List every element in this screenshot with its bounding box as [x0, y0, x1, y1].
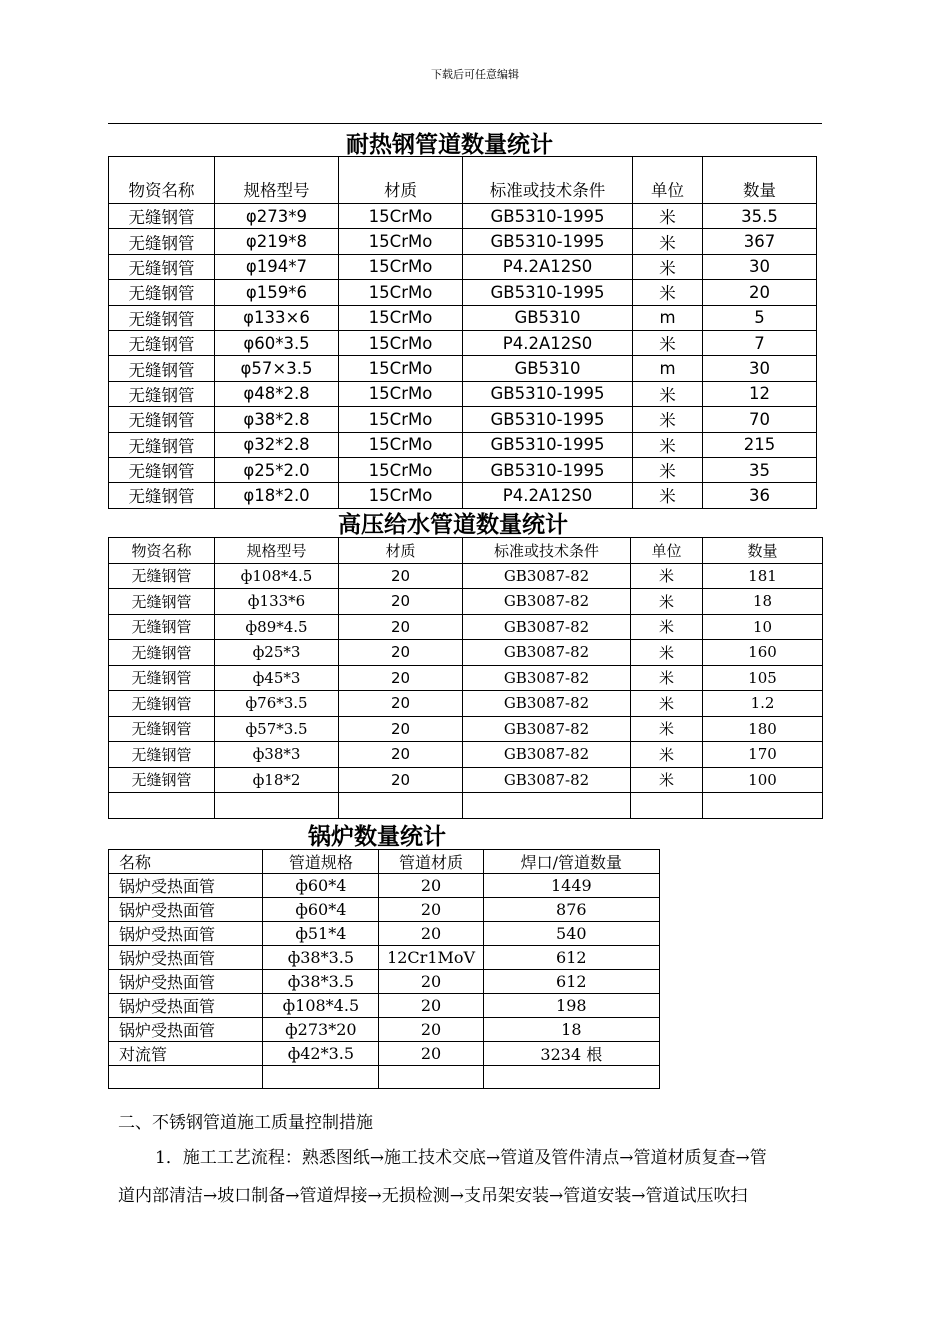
table-cell: 15CrMo — [339, 280, 463, 305]
table-cell: φ273*9 — [215, 204, 339, 229]
table-cell: GB5310-1995 — [463, 381, 633, 406]
table-cell: 20 — [339, 742, 463, 768]
table-cell: ф108*4.5 — [263, 994, 379, 1018]
table-cell: 20 — [379, 898, 483, 922]
table-cell: 米 — [631, 589, 703, 615]
table-cell: φ38*2.8 — [215, 407, 339, 432]
table-cell: GB5310 — [463, 356, 633, 381]
table-cell: 无缝钢管 — [109, 742, 215, 768]
table-cell: 7 — [703, 330, 817, 355]
table-cell: 锅炉受热面管 — [109, 1018, 263, 1042]
table-cell: 10 — [703, 614, 823, 640]
table-cell: 20 — [379, 874, 483, 898]
table-cell: 锅炉受热面管 — [109, 874, 263, 898]
table-row — [109, 305, 817, 330]
table-cell: 612 — [483, 970, 659, 994]
column-header: 材质 — [339, 538, 463, 564]
table-cell: 无缝钢管 — [109, 589, 215, 615]
table-cell: 181 — [703, 563, 823, 589]
table-row — [109, 229, 817, 254]
table-cell: 米 — [633, 254, 703, 279]
column-header: 管道材质 — [379, 850, 483, 874]
table-cell: 105 — [703, 665, 823, 691]
table-cell: GB3087-82 — [463, 691, 631, 717]
table-row — [109, 563, 823, 589]
table-cell: 160 — [703, 640, 823, 666]
table-cell: 215 — [703, 432, 817, 457]
column-header: 规格型号 — [215, 538, 339, 564]
table-cell — [463, 793, 631, 819]
table-cell: GB5310-1995 — [463, 432, 633, 457]
table-cell: 20 — [379, 994, 483, 1018]
table-cell: ф38*3 — [215, 742, 339, 768]
table-cell: 612 — [483, 946, 659, 970]
table-row — [109, 1066, 660, 1089]
table-cell: 米 — [633, 483, 703, 508]
table-row — [109, 767, 823, 793]
table-cell: 无缝钢管 — [109, 483, 215, 508]
table-cell: 20 — [339, 563, 463, 589]
column-header: 物资名称 — [109, 157, 215, 204]
table-row — [109, 432, 817, 457]
table-cell: 15CrMo — [339, 356, 463, 381]
table-cell: 无缝钢管 — [109, 614, 215, 640]
table-cell: ф57*3.5 — [215, 716, 339, 742]
column-header: 标准或技术条件 — [463, 538, 631, 564]
table-cell: 无缝钢管 — [109, 204, 215, 229]
table-cell — [215, 793, 339, 819]
table-row — [109, 742, 823, 768]
table-cell: φ18*2.0 — [215, 483, 339, 508]
heat-resistant-pipe-table — [108, 156, 817, 509]
table-cell: 30 — [703, 356, 817, 381]
table-cell: 876 — [483, 898, 659, 922]
table1-body — [109, 157, 817, 509]
column-header: 焊口/管道数量 — [483, 850, 659, 874]
table-cell: 米 — [633, 204, 703, 229]
table-cell: 35 — [703, 457, 817, 482]
table2-header-row — [109, 538, 823, 564]
table-row — [109, 407, 817, 432]
table-cell: φ60*3.5 — [215, 330, 339, 355]
table-cell: 米 — [631, 640, 703, 666]
header-divider — [108, 123, 822, 124]
table-cell: 20 — [339, 665, 463, 691]
table-cell: 米 — [631, 563, 703, 589]
table-cell: 1.2 — [703, 691, 823, 717]
table-cell: φ159*6 — [215, 280, 339, 305]
table-cell: 无缝钢管 — [109, 254, 215, 279]
table-cell: 无缝钢管 — [109, 229, 215, 254]
table-cell: 无缝钢管 — [109, 691, 215, 717]
table-cell: 无缝钢管 — [109, 640, 215, 666]
table-cell: 20 — [339, 691, 463, 717]
table-cell: φ219*8 — [215, 229, 339, 254]
boiler-table — [108, 849, 660, 1089]
table-cell — [483, 1066, 659, 1089]
table-cell: ф60*4 — [263, 898, 379, 922]
table-cell: m — [633, 305, 703, 330]
column-header: 单位 — [631, 538, 703, 564]
table-cell: GB3087-82 — [463, 665, 631, 691]
table-cell: 15CrMo — [339, 330, 463, 355]
table-cell: 1449 — [483, 874, 659, 898]
table-row — [109, 356, 817, 381]
table-cell: 20 — [339, 767, 463, 793]
table-cell: 15CrMo — [339, 457, 463, 482]
page-header: 下载后可任意编辑 — [431, 68, 519, 81]
column-header: 标准或技术条件 — [463, 157, 633, 204]
table-cell: P4.2A12S0 — [463, 483, 633, 508]
table-cell: ф108*4.5 — [215, 563, 339, 589]
section-heading: 二、不锈钢管道施工质量控制措施 — [118, 1113, 373, 1133]
table-cell: 180 — [703, 716, 823, 742]
column-header: 规格型号 — [215, 157, 339, 204]
table-cell: ф60*4 — [263, 874, 379, 898]
table-cell: GB3087-82 — [463, 742, 631, 768]
table-cell: φ25*2.0 — [215, 457, 339, 482]
table-cell: GB3087-82 — [463, 563, 631, 589]
table-cell: 米 — [633, 407, 703, 432]
table3-body — [109, 850, 660, 1089]
column-header: 数量 — [703, 538, 823, 564]
table-cell: GB5310 — [463, 305, 633, 330]
table-cell: 米 — [631, 742, 703, 768]
table-cell: P4.2A12S0 — [463, 330, 633, 355]
table-row — [109, 716, 823, 742]
table-cell: 米 — [633, 457, 703, 482]
table-row — [109, 946, 660, 970]
high-pressure-water-pipe-table — [108, 537, 823, 819]
table-cell: φ57×3.5 — [215, 356, 339, 381]
table-cell: 15CrMo — [339, 381, 463, 406]
table-row — [109, 970, 660, 994]
table-row — [109, 204, 817, 229]
table-cell: 锅炉受热面管 — [109, 994, 263, 1018]
table-cell: 无缝钢管 — [109, 767, 215, 793]
table-cell: 20 — [379, 970, 483, 994]
table3-title: 锅炉数量统计 — [308, 824, 446, 850]
table-cell: 20 — [339, 614, 463, 640]
table-cell: P4.2A12S0 — [463, 254, 633, 279]
table-cell: 米 — [633, 229, 703, 254]
table-cell: 20 — [339, 640, 463, 666]
table-row — [109, 254, 817, 279]
table-cell: φ194*7 — [215, 254, 339, 279]
table-cell: ф42*3.5 — [263, 1042, 379, 1066]
column-header: 物资名称 — [109, 538, 215, 564]
table-cell — [263, 1066, 379, 1089]
table-cell: 米 — [631, 614, 703, 640]
table-row — [109, 898, 660, 922]
table-cell: 无缝钢管 — [109, 563, 215, 589]
table-cell: 米 — [633, 432, 703, 457]
table-cell: 米 — [631, 665, 703, 691]
table-cell: GB3087-82 — [463, 716, 631, 742]
table-cell: 锅炉受热面管 — [109, 970, 263, 994]
table-cell: 无缝钢管 — [109, 356, 215, 381]
table-cell: 15CrMo — [339, 204, 463, 229]
table-row — [109, 330, 817, 355]
table-row — [109, 691, 823, 717]
table-cell: 20 — [339, 716, 463, 742]
table-cell: ф38*3.5 — [263, 970, 379, 994]
table-cell: 30 — [703, 254, 817, 279]
table-cell: 米 — [633, 280, 703, 305]
table-row — [109, 614, 823, 640]
table-cell: ф273*20 — [263, 1018, 379, 1042]
table-cell: 20 — [703, 280, 817, 305]
table-cell: 12Cr1MoV — [379, 946, 483, 970]
table-cell: 540 — [483, 922, 659, 946]
table-cell: GB3087-82 — [463, 589, 631, 615]
table-row — [109, 280, 817, 305]
table-cell: GB5310-1995 — [463, 407, 633, 432]
table-row — [109, 874, 660, 898]
table-cell: φ133×6 — [215, 305, 339, 330]
table-cell: 无缝钢管 — [109, 305, 215, 330]
table-cell: ф89*4.5 — [215, 614, 339, 640]
table-cell — [109, 1066, 263, 1089]
table-row — [109, 793, 823, 819]
table-row — [109, 483, 817, 508]
table-cell: 15CrMo — [339, 305, 463, 330]
table-row — [109, 994, 660, 1018]
table3-header-row — [109, 850, 660, 874]
section-paragraph-line1: 1．施工工艺流程：熟悉图纸→施工技术交底→管道及管件清点→管道材质复查→管 — [155, 1148, 767, 1168]
table-cell: 锅炉受热面管 — [109, 946, 263, 970]
table-cell: 20 — [379, 1042, 483, 1066]
table-cell: 367 — [703, 229, 817, 254]
table-row — [109, 1018, 660, 1042]
table-cell: ф38*3.5 — [263, 946, 379, 970]
table-cell: m — [633, 356, 703, 381]
table-cell: 15CrMo — [339, 483, 463, 508]
table-cell: 20 — [339, 589, 463, 615]
table-cell: 无缝钢管 — [109, 330, 215, 355]
table2-body — [109, 538, 823, 819]
table-cell: 5 — [703, 305, 817, 330]
table-cell: GB5310-1995 — [463, 457, 633, 482]
table-cell: 15CrMo — [339, 407, 463, 432]
table-cell: 35.5 — [703, 204, 817, 229]
table-cell: 米 — [631, 716, 703, 742]
table1-title: 耐热钢管道数量统计 — [346, 132, 553, 158]
table-cell: ф51*4 — [263, 922, 379, 946]
table-cell: 198 — [483, 994, 659, 1018]
table-cell: 锅炉受热面管 — [109, 922, 263, 946]
table-cell: 无缝钢管 — [109, 665, 215, 691]
table-row — [109, 922, 660, 946]
table-cell: GB3087-82 — [463, 640, 631, 666]
table-cell: GB5310-1995 — [463, 204, 633, 229]
table-cell: GB3087-82 — [463, 614, 631, 640]
table-cell: ф133*6 — [215, 589, 339, 615]
section-paragraph-line2: 道内部清洁→坡口制备→管道焊接→无损检测→支吊架安装→管道安装→管道试压吹扫 — [118, 1186, 748, 1206]
table-cell: 无缝钢管 — [109, 716, 215, 742]
table-cell: 18 — [483, 1018, 659, 1042]
column-header: 材质 — [339, 157, 463, 204]
table-cell: ф18*2 — [215, 767, 339, 793]
table-cell: 36 — [703, 483, 817, 508]
table-cell: 对流管 — [109, 1042, 263, 1066]
column-header: 数量 — [703, 157, 817, 204]
table-cell: GB5310-1995 — [463, 229, 633, 254]
table-cell: 100 — [703, 767, 823, 793]
table-cell — [631, 793, 703, 819]
table-cell: 无缝钢管 — [109, 407, 215, 432]
table-cell: 20 — [379, 922, 483, 946]
table-cell: φ32*2.8 — [215, 432, 339, 457]
table-row — [109, 381, 817, 406]
table-row — [109, 640, 823, 666]
column-header: 管道规格 — [263, 850, 379, 874]
table-cell: 米 — [631, 691, 703, 717]
table-cell: 无缝钢管 — [109, 381, 215, 406]
table-cell: 米 — [633, 381, 703, 406]
table-cell: 锅炉受热面管 — [109, 898, 263, 922]
table-cell: 无缝钢管 — [109, 280, 215, 305]
table2-title: 高压给水管道数量统计 — [338, 512, 568, 538]
table-cell — [109, 793, 215, 819]
table-cell: ф76*3.5 — [215, 691, 339, 717]
table-cell: ф45*3 — [215, 665, 339, 691]
table-cell: 米 — [633, 330, 703, 355]
table-cell: 170 — [703, 742, 823, 768]
table-row — [109, 1042, 660, 1066]
table-cell: 无缝钢管 — [109, 457, 215, 482]
table-cell: 18 — [703, 589, 823, 615]
table-row — [109, 589, 823, 615]
table-cell: 15CrMo — [339, 432, 463, 457]
table-cell: 12 — [703, 381, 817, 406]
table-row — [109, 457, 817, 482]
table-cell — [379, 1066, 483, 1089]
table-cell: 70 — [703, 407, 817, 432]
table-cell — [339, 793, 463, 819]
table-cell: ф25*3 — [215, 640, 339, 666]
column-header: 单位 — [633, 157, 703, 204]
table-cell: φ48*2.8 — [215, 381, 339, 406]
table-row — [109, 665, 823, 691]
table-cell: GB5310-1995 — [463, 280, 633, 305]
table-cell: GB3087-82 — [463, 767, 631, 793]
table-cell: 无缝钢管 — [109, 432, 215, 457]
table-cell: 15CrMo — [339, 229, 463, 254]
table-cell: 3234 根 — [483, 1042, 659, 1066]
table-cell: 20 — [379, 1018, 483, 1042]
table1-header-row — [109, 157, 817, 204]
table-cell: 15CrMo — [339, 254, 463, 279]
table-cell: 米 — [631, 767, 703, 793]
column-header: 名称 — [109, 850, 263, 874]
table-cell — [703, 793, 823, 819]
